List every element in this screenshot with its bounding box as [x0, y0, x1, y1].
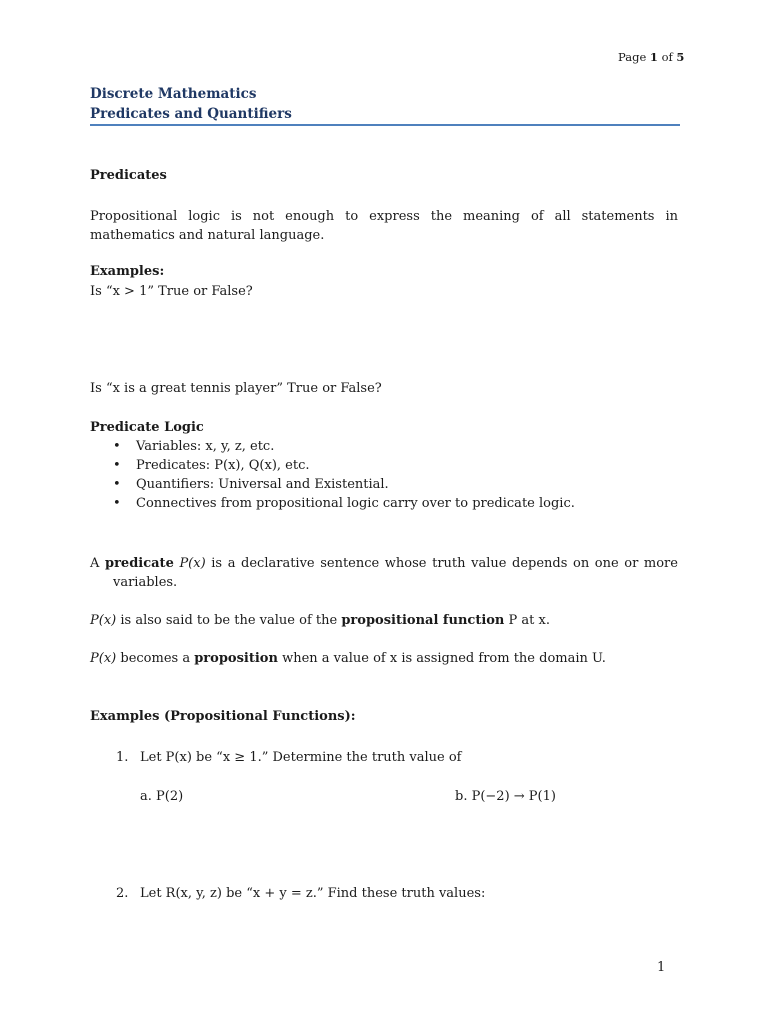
example-item-1b: b. P(−2) → P(1): [455, 789, 556, 804]
definition-predicate: A predicate P(x) is a declarative sentence whose truth value depends on one or more variables.: [90, 556, 678, 590]
example-tennis-player: Is “x is a great tennis player” True or False?: [90, 381, 382, 396]
bullet-quantifiers: Quantifiers: Universal and Existential.: [136, 477, 389, 492]
bullet-predicates: Predicates: P(x), Q(x), etc.: [136, 458, 310, 473]
examples-pf-heading: Examples (Propositional Functions):: [90, 709, 356, 724]
definition-proposition: P(x) becomes a proposition when a value of x is assigned from the domain U.: [90, 651, 606, 666]
bullet-connectives: Connectives from propositional logic carry over to predicate logic.: [136, 496, 575, 511]
definition-propositional-function: P(x) is also said to be the value of the propositional function P at x.: [90, 613, 550, 628]
list-number: 2.: [116, 886, 129, 901]
page-total: 5: [676, 50, 685, 64]
example-item-2: Let R(x, y, z) be “x + y = z.” Find these truth values:: [140, 886, 486, 901]
example-x-greater-1: Is “x > 1” True or False?: [90, 284, 253, 299]
section-heading-predicate-logic: Predicate Logic: [90, 420, 204, 435]
section-heading-predicates: Predicates: [90, 168, 167, 183]
page-current: 1: [649, 50, 658, 64]
document-subtitle: Predicates and Quantifiers: [90, 106, 292, 122]
example-item-1a: a. P(2): [140, 789, 184, 804]
page-label: Page: [618, 50, 647, 64]
bullet-variables: Variables: x, y, z, etc.: [136, 439, 275, 454]
examples-heading: Examples:: [90, 264, 165, 279]
header-rule: [90, 124, 680, 126]
bullet-icon: •: [113, 439, 121, 454]
bullet-icon: •: [113, 477, 121, 492]
course-title: Discrete Mathematics: [90, 86, 257, 102]
bullet-icon: •: [113, 496, 121, 511]
footer-page-number: 1: [657, 960, 666, 975]
intro-paragraph: Propositional logic is not enough to express the meaning of all statements in mathematics and natural language.: [90, 209, 678, 243]
bullet-icon: •: [113, 458, 121, 473]
page-of: of: [661, 50, 673, 64]
example-item-1: Let P(x) be “x ≥ 1.” Determine the truth value of: [140, 750, 462, 765]
page-indicator: [618, 50, 684, 64]
list-number: 1.: [116, 750, 129, 765]
